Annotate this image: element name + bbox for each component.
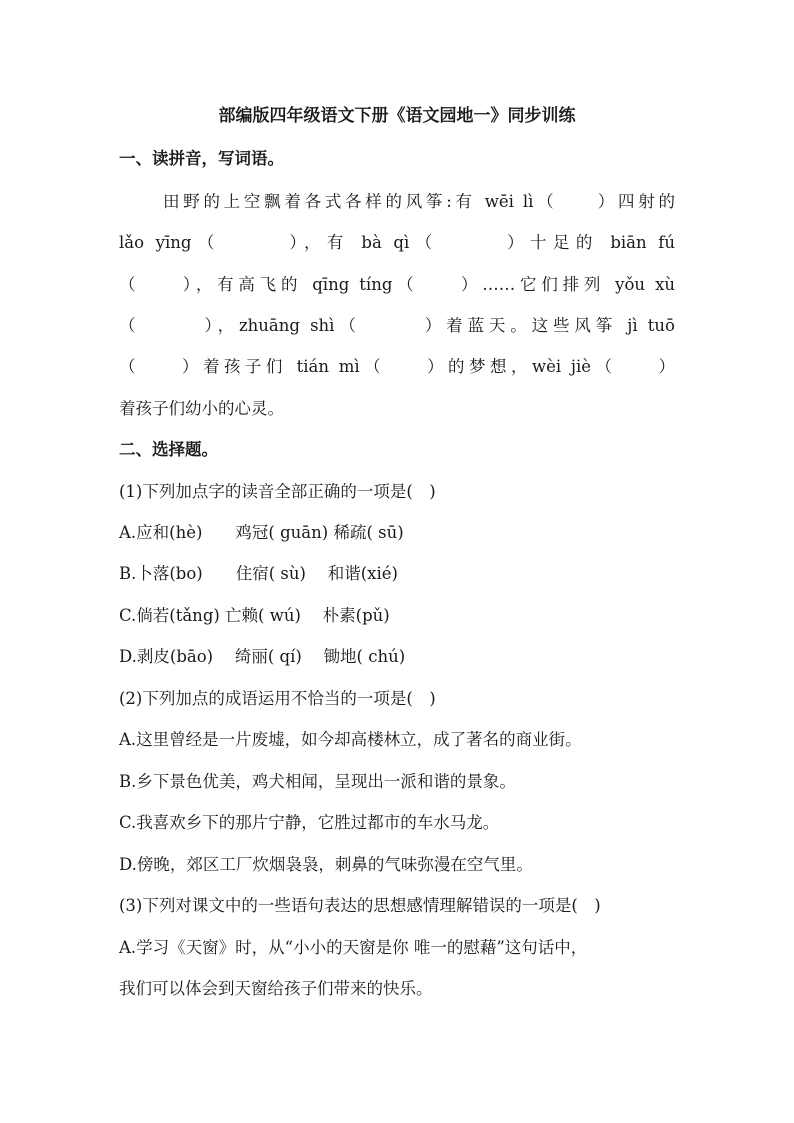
section1-line-5: （ ）着孩子们 tián mì（ ）的梦想，wèi jiè（ ） (119, 357, 675, 376)
question-2-option-c: C.我喜欢乡下的那片宁静，它胜过都市的车水马龙。 (119, 813, 500, 832)
question-1-option-a: A.应和(hè) 鸡冠( guān) 稀疏( sū) (119, 523, 404, 542)
section1-line-1: 田野的上空飘着各式各样的风筝:有 wēi lì（ ）四射的 (163, 192, 675, 211)
section1-line-3: （ ），有高飞的 qīng tíng（ ）……它们排列 yǒu xù (119, 275, 675, 294)
question-2-option-d: D.傍晚，郊区工厂炊烟袅袅，刺鼻的气味弥漫在空气里。 (119, 855, 533, 874)
question-1-stem: (1)下列加点字的读音全部正确的一项是( ) (119, 482, 436, 501)
question-1-option-d: D.剥皮(bāo) 绮丽( qí) 锄地( chú) (119, 647, 406, 666)
question-1-option-c: C.倘若(tǎng) 亡赖( wú) 朴素(pǔ) (119, 606, 390, 625)
question-2-option-b: B.乡下景色优美，鸡犬相闻，呈现出一派和谐的景象。 (119, 772, 516, 791)
section1-heading: 一、读拼音，写词语。 (119, 149, 284, 168)
question-2-option-a: A.这里曾经是一片废墟，如今却高楼林立，成了著名的商业街。 (119, 730, 582, 749)
question-3-option-a-continued: 我们可以体会到天窗给孩子们带来的快乐。 (119, 979, 433, 998)
section2-heading: 二、选择题。 (119, 440, 218, 459)
question-3-stem: (3)下列对课文中的一些语句表达的思想感情理解错误的一项是( ) (119, 896, 601, 915)
section1-line-2: lǎo yīng（ ），有 bà qì（ ）十足的 biān fú (119, 233, 675, 252)
section1-line-4: （ ），zhuāng shì（ ）着蓝天。这些风筝 jì tuō (119, 316, 675, 335)
question-2-stem: (2)下列加点的成语运用不恰当的一项是( ) (119, 689, 436, 708)
document-title: 部编版四年级语文下册《语文园地一》同步训练 (218, 106, 576, 126)
question-3-option-a: A.学习《天窗》时，从“小小的天窗是你 唯一的慰藉”这句话中， (119, 938, 588, 957)
question-1-option-b: B.卜落(bo) 住宿( sù) 和谐(xié) (119, 564, 398, 583)
section1-line-6: 着孩子们幼小的心灵。 (119, 399, 284, 418)
